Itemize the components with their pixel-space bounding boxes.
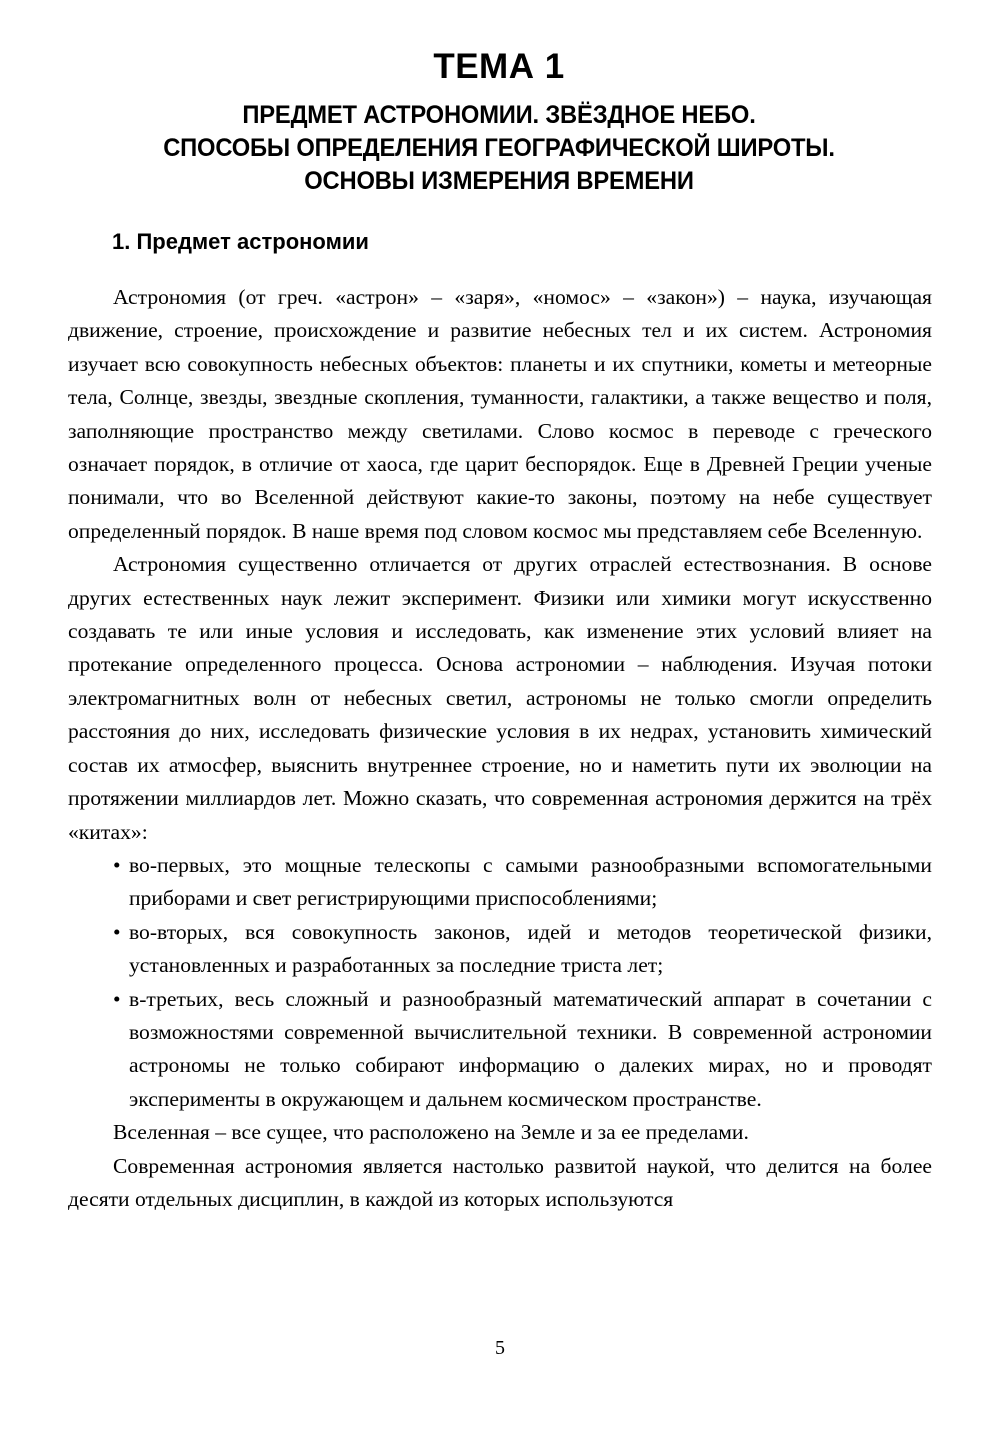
paragraph-2: Астрономия существенно отличается от других отраслей естествознания. В основе других естественных наук лежит эксперимент. Физики или химики могут искусственно создавать те или иные условия и исследовать, как изменение этих условий влияет на протекание определенного процесса. Основа астрономии – наблюдения. Изучая потоки электромагнитных волн от небесных светил, астрономы не только смогли определить расстояния до них, исследовать физические условия в их недрах, установить химический состав их атмосфер, выяснить внутреннее строение, но и наметить пути их эволюции на протяжении миллиардов лет. Можно сказать, что современная астрономия держится на трёх «китах»: [68, 552, 932, 844]
paragraph-3: Вселенная – все сущее, что расположено на Земле и за ее пределами. [113, 1120, 749, 1145]
subtitle-line-2: СПОСОБЫ ОПРЕДЕЛЕНИЯ ГЕОГРАФИЧЕСКОЙ ШИРОТЫ. [163, 134, 835, 162]
bullet-icon: • [113, 986, 121, 1011]
section-heading: 1. Предмет астрономии [112, 229, 369, 254]
page-number: 5 [495, 1337, 505, 1359]
subtitle-line-1: ПРЕДМЕТ АСТРОНОМИИ. ЗВЁЗДНОЕ НЕБО. [242, 101, 756, 129]
body-text [68, 281, 932, 1216]
list-item [68, 849, 932, 916]
list-item-text: во-первых, это мощные телескопы с самыми разнообразными вспомогательными приборами и свет регистрирующими приспособлениями; [129, 852, 932, 911]
title-block [68, 46, 930, 198]
subtitle-line-3: ОСНОВЫ ИЗМЕРЕНИЯ ВРЕМЕНИ [304, 167, 694, 195]
paragraph-1: Астрономия (от греч. «астрон» – «заря», «номос» – «закон») – наука, изучающая движение, строение, происхождение и развитие небесных тел и их систем. Астрономия изучает всю совокупность небесных объектов: планеты и их спутники, кометы и метеорные тела, Солнце, звезды, звездные скопления, туманности, галактики, а также вещество и поля, заполняющие пространство между светилами. Слово космос в переводе с греческого означает порядок, в отличие от хаоса, где царит беспорядок. Еще в Древней Греции ученые понимали, что во Вселенной действуют какие-то законы, поэтому на небе существует определенный порядок. В наше время под словом космос мы представляем себе Вселенную. [68, 285, 932, 543]
list-item [68, 916, 932, 983]
bullet-list [68, 849, 932, 1116]
list-item [68, 983, 932, 1117]
bullet-icon: • [113, 919, 121, 944]
bullet-icon: • [113, 852, 121, 877]
list-item-text: во-вторых, вся совокупность законов, идей и методов теоретической физики, установленных и разработанных за последние триста лет; [129, 919, 932, 978]
page-title: ТЕМА 1 [433, 47, 565, 86]
paragraph-4: Современная астрономия является настолько развитой наукой, что делится на более десяти отдельных дисциплин, в каждой из которых используются [68, 1153, 932, 1211]
subtitle-block [68, 99, 930, 198]
list-item-text: в-третьих, весь сложный и разнообразный математический аппарат в сочетании с возможностями современной вычислительной техники. В современной астрономии астрономы не только собирают информацию о далеких мирах, но и проводят эксперименты в окружающем и дальнем космическом пространстве. [129, 986, 932, 1111]
